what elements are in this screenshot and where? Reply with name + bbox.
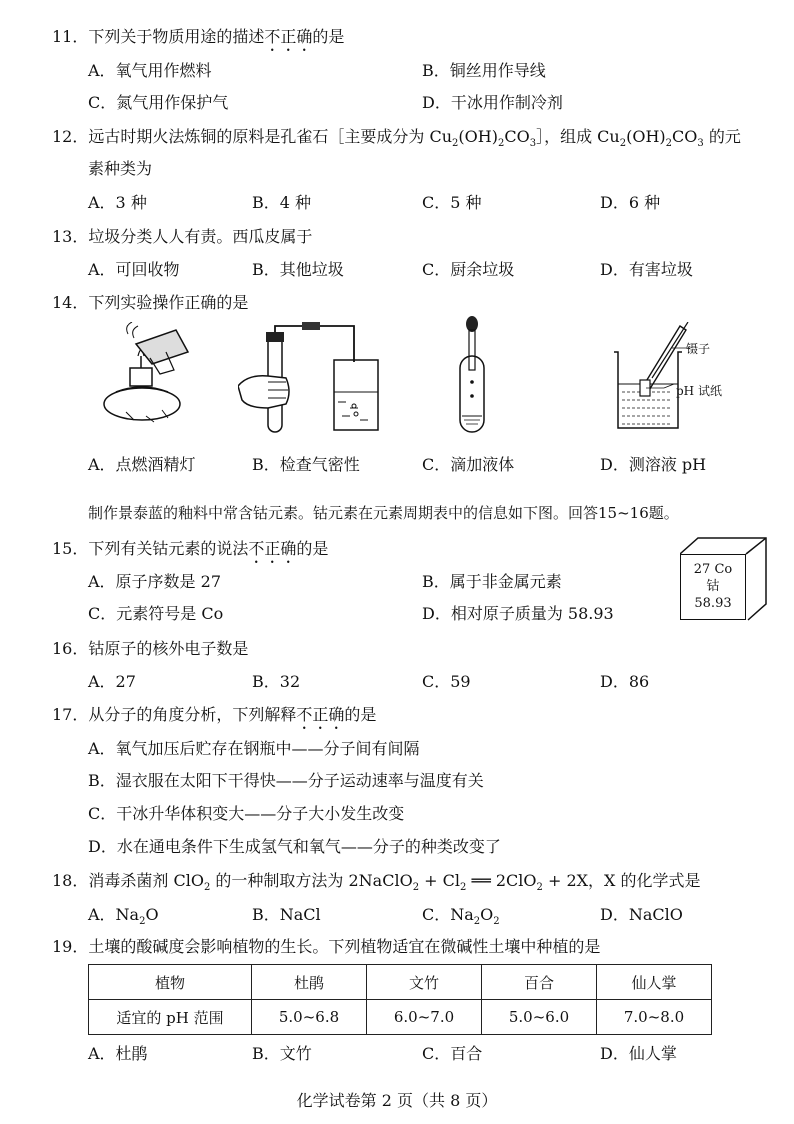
table-cell: 6.0~7.0 [367,1000,482,1035]
table-cell: 5.0~6.0 [482,1000,597,1035]
cobalt-number-symbol: 27 Co [693,562,733,577]
q16-option-d[interactable]: D．86 [600,672,650,691]
q17-option-d[interactable]: D．水在通电条件下生成氢气和氧气——分子的种类改变了 [88,837,501,856]
question-19: 19．土壤的酸碱度会影响植物的生长。下列植物适宜在微碱性土壤中种植的是 [52,937,601,956]
ph-measurement-illustration [612,322,712,432]
table-cell: 7.0~8.0 [597,1000,712,1035]
q17-option-a[interactable]: A．氧气加压后贮存在钢瓶中——分子间有间隔 [88,739,420,758]
table-cell: 5.0~6.8 [252,1000,367,1035]
alcohol-lamp-illustration [96,322,206,432]
q11-option-d[interactable]: D．干冰用作制冷剂 [422,93,563,112]
question-11: 11．下列关于物质用途的描述不正确的是 [52,27,345,46]
question-13: 13．垃圾分类人人有责。西瓜皮属于 [52,227,313,246]
question-12-line2: 素种类为 [88,159,153,178]
q19-option-a[interactable]: A．杜鹃 [88,1044,148,1063]
q17-option-b[interactable]: B．湿衣服在太阳下干得快——分子运动速率与温度有关 [88,771,484,790]
q16-option-b[interactable]: B．32 [252,672,301,691]
q11-option-a[interactable]: A．氧气用作燃料 [88,61,212,80]
q12-option-b[interactable]: B．4 种 [252,193,312,212]
table-cell: 植物 [89,965,252,1000]
q15-option-a[interactable]: A．原子序数是 27 [88,572,222,591]
q15-option-b[interactable]: B．属于非金属元素 [422,572,562,591]
cobalt-intro: 制作景泰蓝的釉料中常含钴元素。钴元素在元素周期表中的信息如下图。回答15~16题。 [88,504,679,522]
q18-option-a[interactable]: A．$Na_2O$ [88,905,159,928]
q13-option-c[interactable]: C．厨余垃圾 [422,260,515,279]
question-12: 12．远古时期火法炼铜的原料是孔雀石［主要成分为 $Cu_2(OH)_2CO_3]$，组成 $Cu_2(OH)_2CO_3$ 的元 [52,127,741,150]
q16-option-c[interactable]: C．59 [422,672,471,691]
question-15: 15．下列有关钴元素的说法不正确的是 [52,539,329,558]
table-cell: 杜鹃 [252,965,367,1000]
tweezers-label: 镊子 [686,342,711,356]
q12-option-c[interactable]: C．5 种 [422,193,482,212]
cobalt-name: 钴 [706,579,720,594]
cobalt-mass: 58.93 [694,596,732,611]
q14-option-a[interactable]: A．点燃酒精灯 [88,455,196,474]
page-footer: 化学试卷第 2 页（共 8 页） [296,1091,498,1110]
q14-option-c[interactable]: C．滴加液体 [422,455,515,474]
question-18: 18．消毒杀菌剂 ClO$_2$ 的一种制取方法为 2NaClO$_2$ + $Cl_2$ ══ 2ClO$_2$ + 2X，X 的化学式是 [52,871,701,894]
cobalt-element-card [680,536,770,622]
question-14: 14．下列实验操作正确的是 [52,293,249,312]
table-cell: 文竹 [367,965,482,1000]
q15-option-d[interactable]: D．相对原子质量为 58.93 [422,604,614,623]
q18-option-b[interactable]: B．NaCl [252,905,321,924]
q18-option-d[interactable]: D．NaClO [600,905,683,924]
table-row [89,1000,712,1035]
table-cell: 百合 [482,965,597,1000]
q19-option-b[interactable]: B．文竹 [252,1044,312,1063]
airtightness-check-illustration [238,322,388,437]
q13-option-d[interactable]: D．有害垃圾 [600,260,693,279]
q18-option-c[interactable]: C．$Na_2O_2$ [422,905,500,928]
dropper-illustration [452,316,492,436]
table-row [89,965,712,1000]
table-cell: 仙人掌 [597,965,712,1000]
q19-option-c[interactable]: C．百合 [422,1044,483,1063]
q12-option-a[interactable]: A．3 种 [88,193,147,212]
q12-option-d[interactable]: D．6 种 [600,193,661,212]
q11-option-c[interactable]: C．氮气用作保护气 [88,93,229,112]
question-17: 17．从分子的角度分析，下列解释不正确的是 [52,705,377,724]
q16-option-a[interactable]: A．27 [88,672,136,691]
ph-range-table [88,964,712,1035]
ph-paper-label: pH 试纸 [676,384,722,398]
q11-option-b[interactable]: B．铜丝用作导线 [422,61,546,80]
q17-option-c[interactable]: C．干冰升华体积变大——分子大小发生改变 [88,804,405,823]
q14-option-b[interactable]: B．检查气密性 [252,455,360,474]
question-16: 16．钴原子的核外电子数是 [52,639,249,658]
q19-option-d[interactable]: D．仙人掌 [600,1044,677,1063]
table-cell: 适宜的 pH 范围 [89,1000,252,1035]
q13-option-a[interactable]: A．可回收物 [88,260,180,279]
q13-option-b[interactable]: B．其他垃圾 [252,260,344,279]
q15-option-c[interactable]: C．元素符号是 Co [88,604,224,623]
q14-option-d[interactable]: D．测溶液 pH [600,455,707,474]
